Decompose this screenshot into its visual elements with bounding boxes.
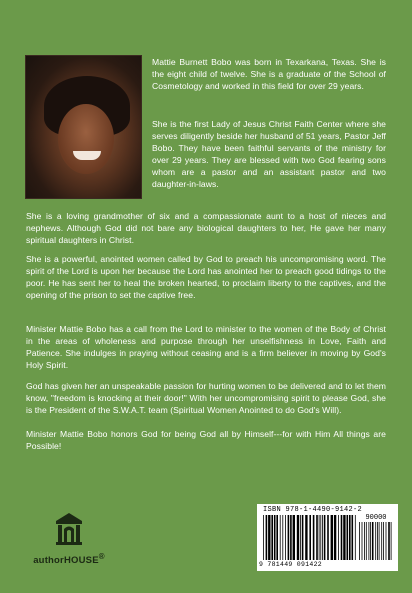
barcode-bar [290, 515, 292, 560]
price-addon-number: 90000 [365, 514, 387, 522]
barcode-bar [285, 515, 286, 560]
barcode-bar [359, 522, 360, 560]
barcode-bar [362, 522, 363, 560]
barcode-bar [341, 515, 343, 560]
barcode-bar [288, 515, 290, 560]
barcode-bar [327, 515, 329, 560]
author-photo [26, 56, 141, 198]
barcode-bar [338, 515, 339, 560]
barcode-bar [383, 522, 384, 560]
barcode-bar [282, 515, 283, 560]
ean-barcode-bars [263, 515, 357, 560]
barcode-bar [355, 515, 356, 560]
publisher-name [24, 552, 114, 566]
barcode-bar [349, 515, 351, 560]
barcode-bar [293, 515, 295, 560]
isbn-text: ISBN 978-1-4490-9142-2 [263, 506, 363, 514]
bio-paragraph-women-ministry: Minister Mattie Bobo has a call from the Lord to minister to the women of the Body of Christ in the areas of wholeness and purpose through her unselfishness in Love, Faith and Patience. She indulges in praying without ceasing and is a firm believer in moving by God's Holy Spirit. [26, 324, 386, 370]
barcode-bar [334, 515, 336, 560]
barcode-bar [313, 515, 315, 560]
barcode-bar [268, 515, 270, 560]
barcode-bar [391, 522, 392, 560]
addon-barcode-bars [359, 522, 393, 560]
barcode-bar [300, 515, 301, 560]
barcode-bar [386, 522, 387, 560]
publisher-name-author: author [33, 555, 64, 567]
barcode-bar [320, 515, 321, 560]
publisher-name-house: HOUSE [63, 555, 99, 567]
barcode-bar [375, 522, 376, 560]
barcode-bar [381, 522, 382, 560]
barcode-bar [309, 515, 311, 560]
bio-paragraph-ministry: She is the first Lady of Jesus Christ Faith Center where she serves diligently beside her husband of 51 years, Pastor Jeff Bobo. They have been faithful servants of the ministry for over 29 years. They are blessed with two God fearing sons whom are a pastor and an assistant pastor and two daughter-in-laws. [152, 119, 386, 189]
barcode-digits: 9 781449 091422 [259, 561, 323, 568]
author-photo-face [58, 104, 114, 174]
barcode-bar [347, 515, 349, 560]
barcode-bar [266, 515, 268, 560]
publisher-logo [24, 512, 114, 570]
barcode-bar [331, 515, 333, 560]
barcode-bar [263, 515, 264, 560]
trademark-symbol: ® [98, 552, 105, 561]
barcode-bar [274, 515, 276, 560]
bio-paragraph-calling: She is a powerful, anointed women called by God to preach his uncompromising word. The spirit of the Lord is upon her because the Lord has anointed her to preach good tidings to the poor. He has sent her to heal the broken hearted, to proclaim liberty to the captives, and the opening of the prison to set the captive free. [26, 254, 386, 300]
barcode-bar [366, 522, 367, 560]
barcode-bar [369, 522, 370, 560]
barcode-bar [364, 522, 365, 560]
barcode-bar [297, 515, 299, 560]
bio-paragraph-swat-team: God has given her an unspeakable passion for hurting women to be delivered and to let them know, "freedom is knocking at their door!" With her uncompromising spirit to please God, she is the President of the S.W.A.T. team (Spiritual Women Anointed to do God's Will). [26, 381, 386, 415]
barcode-bar [379, 522, 380, 560]
barcode-bar [377, 522, 378, 560]
barcode-bar [319, 515, 320, 560]
barcode-bar [271, 515, 273, 560]
barcode-bar [388, 522, 390, 560]
barcode-bar [372, 522, 374, 560]
barcode-bar [322, 515, 323, 560]
bio-paragraph-closing: Minister Mattie Bobo honors God for being God all by Himself---for with Him All things are Possible! [26, 429, 386, 451]
barcode-bar [370, 522, 371, 560]
barcode-bar [302, 515, 304, 560]
bio-paragraph-family: She is a loving grandmother of six and a compassionate aunt to a host of nieces and nephews. Although God did not bare any biological daughters to her, He gave her many spiritual daughters in Christ. [26, 211, 386, 245]
authorhouse-logo-icon [55, 512, 83, 546]
barcode-bar [280, 515, 281, 560]
isbn-barcode [257, 504, 398, 571]
bio-paragraph-birth: Mattie Burnett Bobo was born in Texarkana, Texas. She is the eight child of twelve. She is a graduate of the School of Cosmetology and worked in this field for over 29 years. [152, 57, 386, 91]
barcode-bar [316, 515, 318, 560]
barcode-bar [324, 515, 326, 560]
barcode-bar [352, 515, 354, 560]
barcode-bar [276, 515, 278, 560]
barcode-bar [305, 515, 307, 560]
barcode-bar [343, 515, 345, 560]
